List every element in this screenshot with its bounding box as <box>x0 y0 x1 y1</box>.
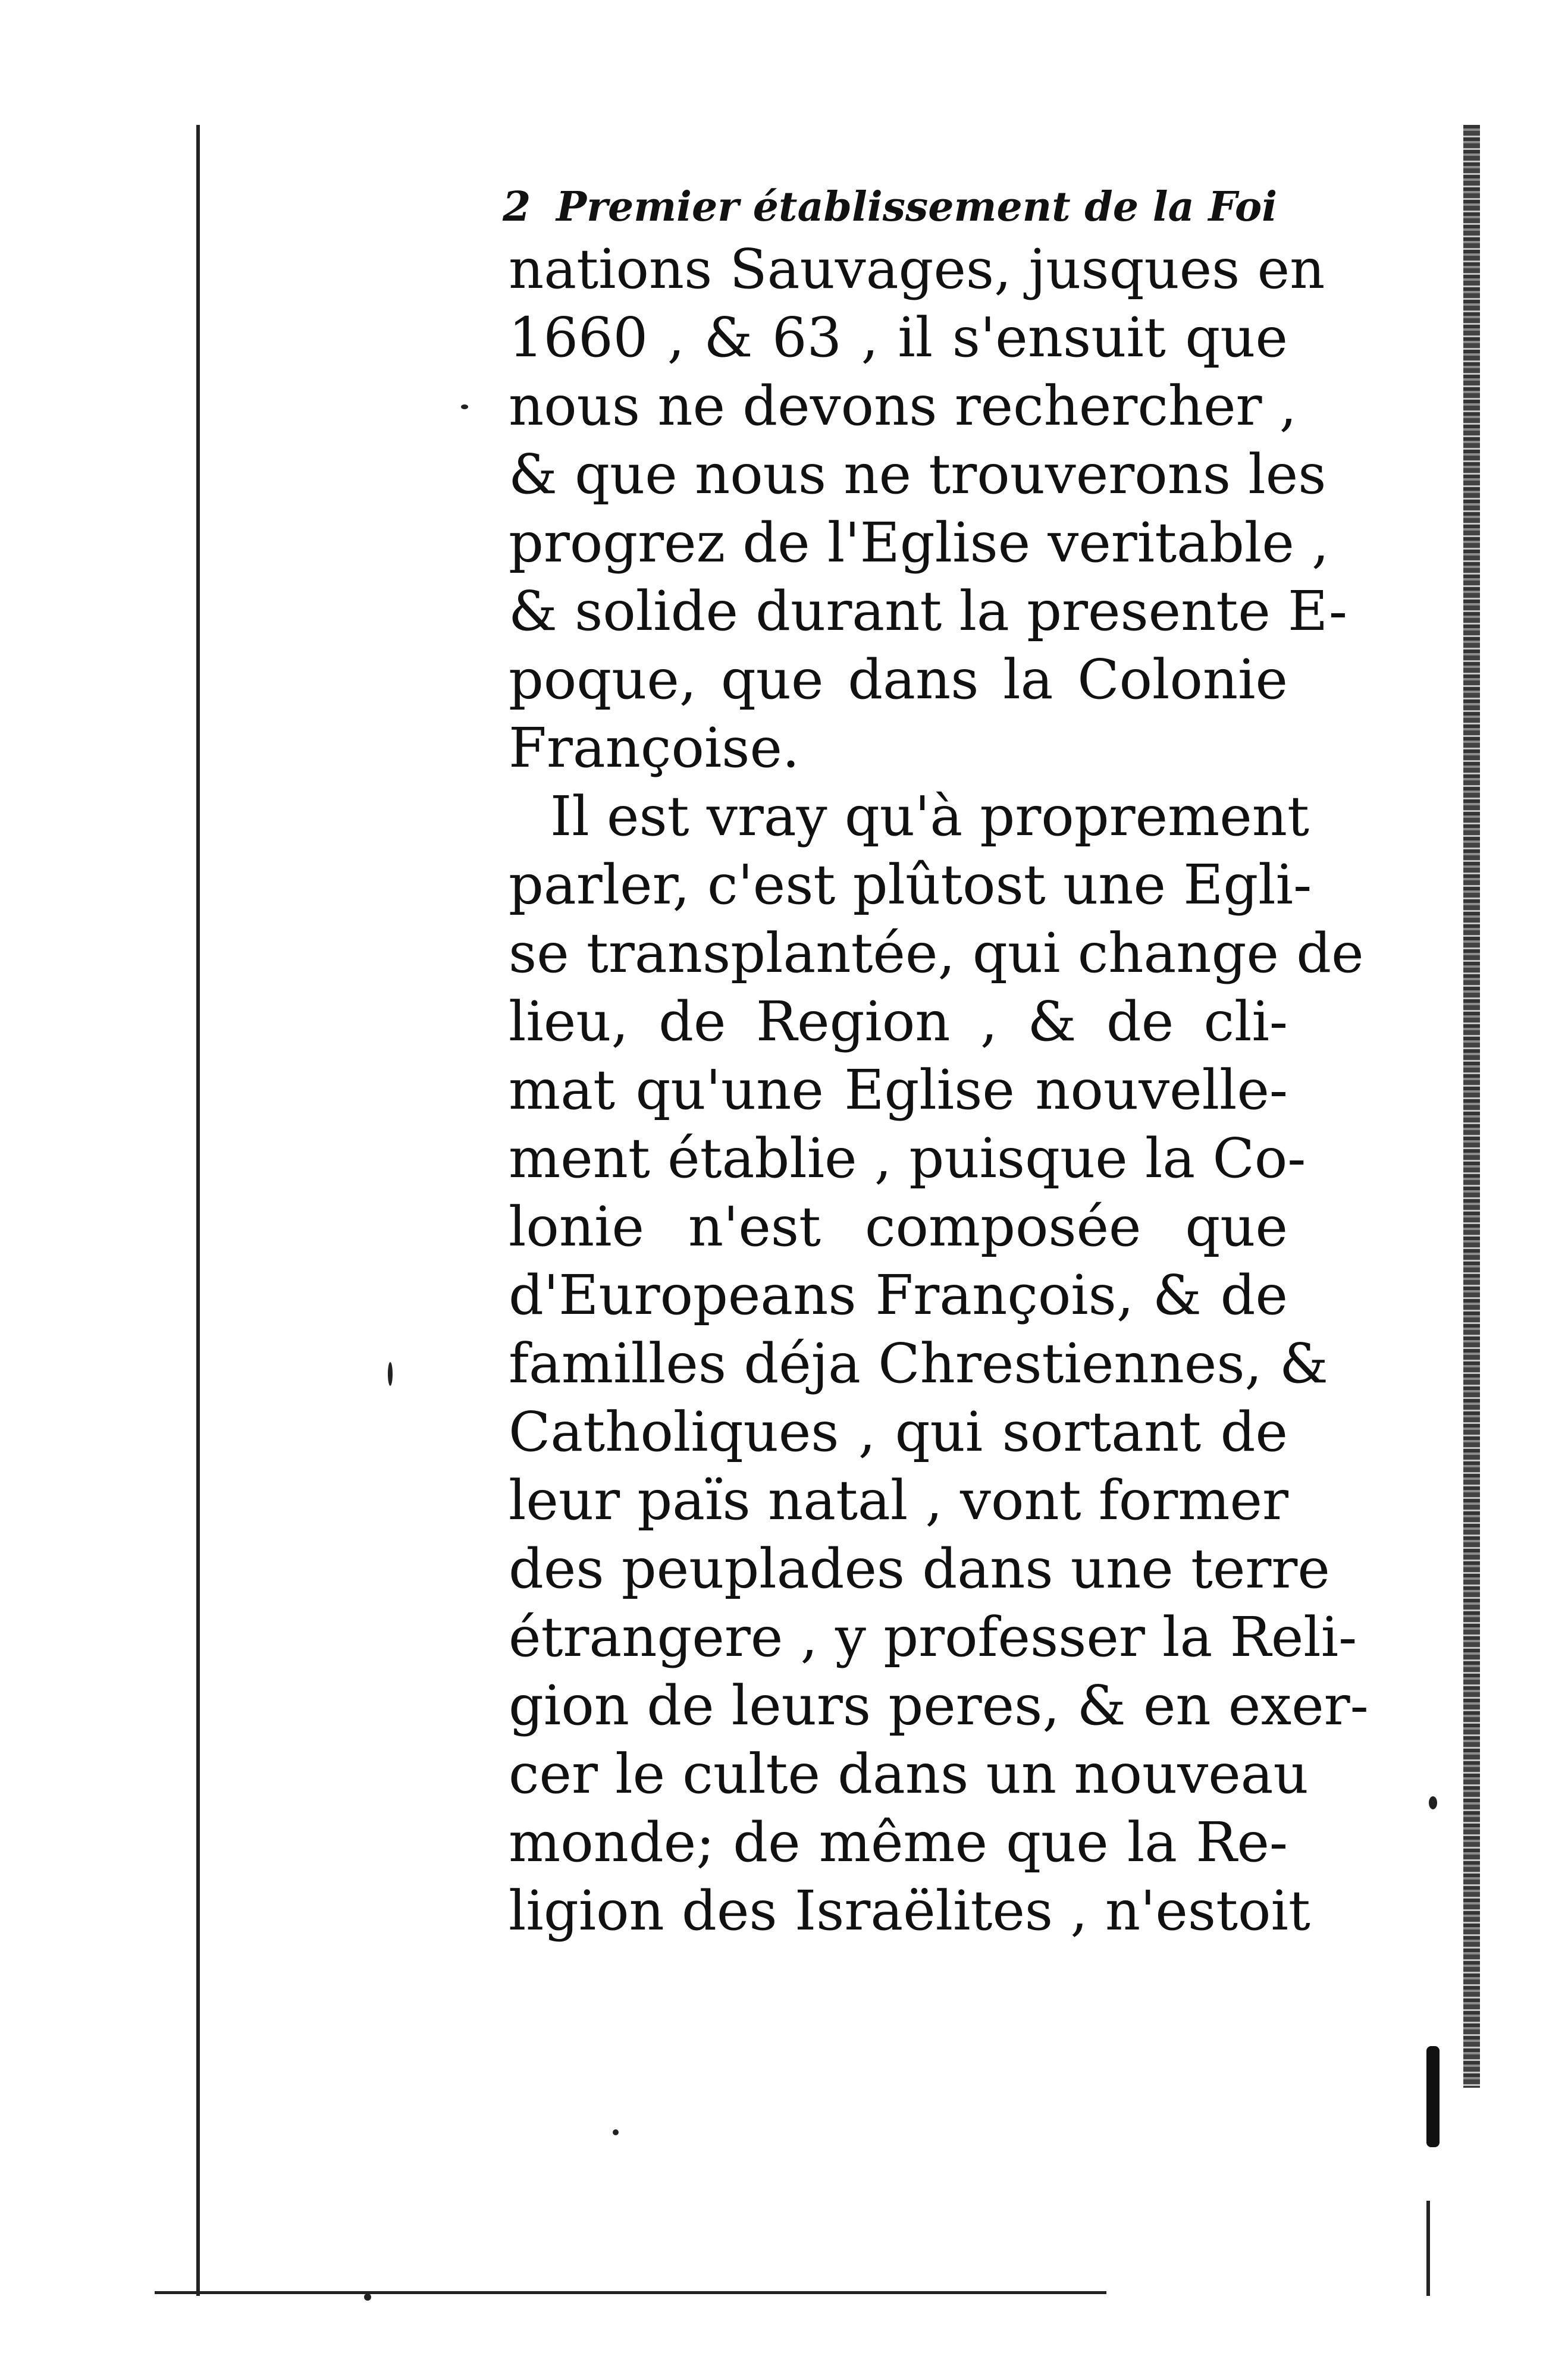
text-line: Françoise. <box>509 716 800 780</box>
running-head-title: Premier établissement de la Foi <box>556 183 1278 231</box>
text-line: ligion des Israëlites , n'estoit <box>509 1879 1310 1943</box>
page-number: 2 <box>503 183 531 231</box>
paragraph-2 <box>509 782 1369 1945</box>
text-line: nations Sauvages, jusques en <box>509 237 1325 301</box>
text-line: Il est vray qu'à proprement <box>550 785 1309 848</box>
paragraph-1 <box>509 235 1347 782</box>
text-line: se transplantée, qui change de <box>509 921 1364 985</box>
scan-speck <box>461 404 468 409</box>
text-line: des peuplades dans une terre <box>509 1537 1330 1601</box>
text-line: nous ne devons rechercher , <box>509 374 1297 438</box>
text-line: & solide durant la presente E- <box>509 579 1347 643</box>
text-line: parler, c'est plûtost une Egli- <box>509 853 1312 917</box>
text-line: Catholiques , qui sortant de <box>509 1400 1288 1464</box>
text-line: lieu, de Region , & de cli- <box>509 990 1288 1053</box>
text-line: & que nous ne trouverons les <box>509 443 1326 506</box>
scan-speck <box>364 2294 371 2301</box>
text-line: leur païs natal , vont former <box>509 1469 1288 1532</box>
text-line: cer le culte dans un nouveau <box>509 1742 1309 1806</box>
scan-page-edge-right <box>1463 125 1480 2088</box>
text-line: d'Europeans François, & de <box>509 1263 1288 1327</box>
scan-speck <box>613 2129 619 2135</box>
text-line: ment établie , puisque la Co- <box>509 1127 1306 1190</box>
text-line: poque, que dans la Colonie <box>509 648 1288 711</box>
text-line: mat qu'une Eglise nouvelle- <box>509 1058 1288 1122</box>
scan-page-edge-line <box>1426 2201 1430 2296</box>
scan-margin-line-left <box>196 125 200 2296</box>
text-line: familles déja Chrestiennes, & <box>509 1332 1328 1395</box>
scan-page-edge-mark <box>1426 2046 1440 2147</box>
scan-margin-line-bottom <box>155 2291 1106 2294</box>
text-line: progrez de l'Eglise veritable , <box>509 511 1329 575</box>
body-text <box>509 235 1369 1945</box>
text-line: gion de leurs peres, & en exer- <box>509 1674 1369 1737</box>
text-line: monde; de même que la Re- <box>509 1811 1288 1874</box>
text-line: lonie n'est composée que <box>509 1195 1288 1259</box>
text-line: 1660 , & 63 , il s'ensuit que <box>509 306 1288 369</box>
scan-speck <box>388 1362 393 1386</box>
scan-speck <box>1429 1796 1437 1809</box>
text-line: étrangere , y professer la Reli- <box>509 1605 1357 1669</box>
